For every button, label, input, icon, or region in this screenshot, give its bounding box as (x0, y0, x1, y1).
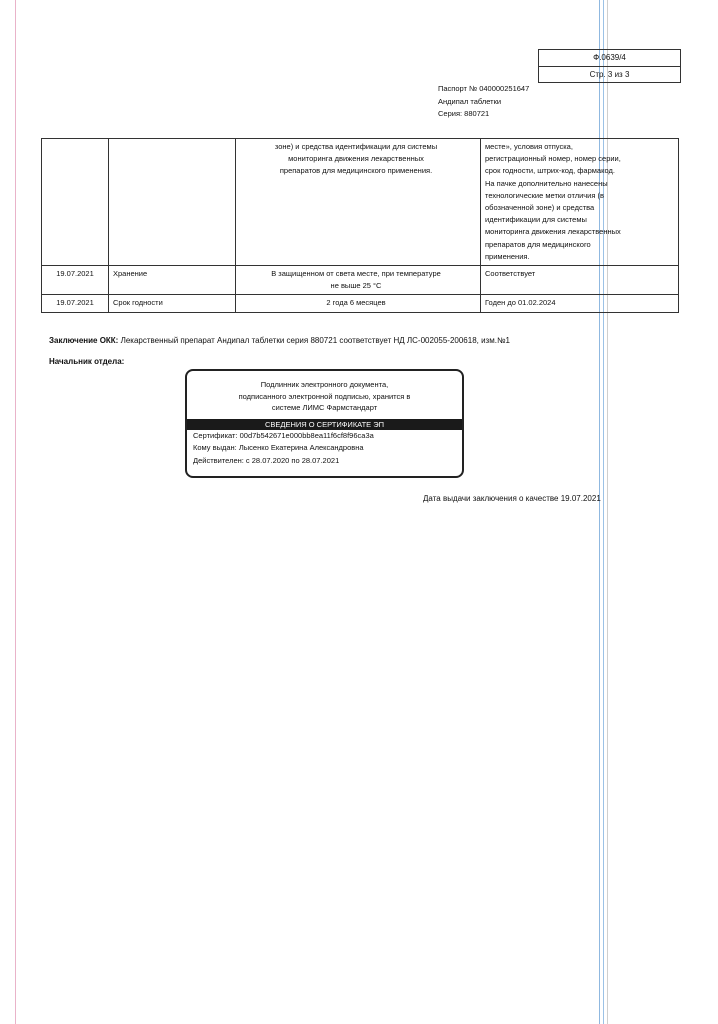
stamp-line: Подлинник электронного документа, (260, 380, 389, 389)
specification-cell (236, 139, 481, 266)
specification-line: зоне) и средства идентификации для системы (274, 142, 438, 151)
table-row (42, 266, 679, 295)
result-cell (481, 295, 679, 312)
specification-line: не выше 25 °С (330, 281, 382, 291)
form-code-box (538, 49, 681, 83)
result-line: Соответствует (485, 269, 536, 279)
table-row (42, 295, 679, 312)
result-cell (481, 139, 679, 266)
result-line: идентификации для системы (485, 215, 587, 225)
conclusion (49, 336, 510, 345)
result-line: месте», условия отпуска, (485, 142, 573, 151)
result-line: срок годности, штрих-код, фармакод. (485, 166, 615, 176)
result-line: мониторинга движения лекарственных (485, 227, 621, 237)
passport-number: Паспорт № 040000251647 (438, 84, 530, 93)
certificate-validity: Действителен: с 28.07.2020 по 28.07.2021 (193, 455, 340, 465)
result-line: технологические метки отличия (в (485, 190, 605, 200)
test-results-table (41, 138, 679, 313)
specification-line: препаратов для медицинского применения. (279, 166, 433, 176)
stamp-notice (187, 379, 462, 414)
product-name: Андипал таблетки (438, 96, 502, 106)
stamp-line: подписанного электронной подписью, хранится в (238, 391, 411, 401)
test-date-cell (42, 139, 109, 266)
result-line: обозначенной зоне) и средства (485, 203, 595, 213)
specification-line: 2 года 6 месяцев (326, 298, 386, 308)
form-code: Ф.0639/4 (539, 50, 680, 67)
certificate-info-band: СВЕДЕНИЯ О СЕРТИФИКАТЕ ЭП (187, 419, 462, 430)
result-cell (481, 266, 679, 295)
specification-cell (236, 266, 481, 295)
result-line: Годен до 01.02.2024 (485, 298, 556, 308)
series-number: Серия: 880721 (438, 109, 490, 118)
certificate-number: Сертификат: 00d7b542671e000bb8ea11f6cf8f96ca3a (193, 430, 374, 440)
indicator-cell (109, 139, 236, 266)
result-line: регистрационный номер, номер серии, (485, 154, 621, 164)
specification-line: мониторинга движения лекарственных (288, 154, 424, 164)
result-line: На пачке дополнительно нанесены (485, 178, 608, 188)
department-head-label: Начальник отдела: (49, 357, 125, 366)
indicator-cell: Срок годности (109, 295, 236, 312)
result-line: препаратов для медицинского (485, 239, 591, 249)
scan-artifact-line (15, 0, 16, 1024)
stamp-line: системе ЛИМС Фармстандарт (271, 403, 378, 412)
indicator-cell: Хранение (109, 266, 236, 295)
certificate-issued-to: Кому выдан: Лысенко Екатерина Александровна (193, 443, 364, 452)
specification-cell (236, 295, 481, 312)
e-signature-stamp (185, 369, 464, 478)
conclusion-text: Лекарственный препарат Андипал таблетки серия 880721 соответствует НД ЛС-002055-200618, изм.№1 (118, 336, 510, 345)
passport-block (438, 83, 529, 121)
specification-line: В защищенном от света месте, при температуре (271, 269, 441, 279)
issue-date: Дата выдачи заключения о качестве 19.07.2021 (423, 494, 601, 503)
page-info: Стр. 3 из 3 (589, 70, 630, 79)
test-date-cell: 19.07.2021 (42, 295, 109, 312)
table-row (42, 139, 679, 266)
result-line: применения. (485, 251, 530, 261)
conclusion-label: Заключение ОКК: (49, 336, 119, 345)
test-date-cell: 19.07.2021 (42, 266, 109, 295)
